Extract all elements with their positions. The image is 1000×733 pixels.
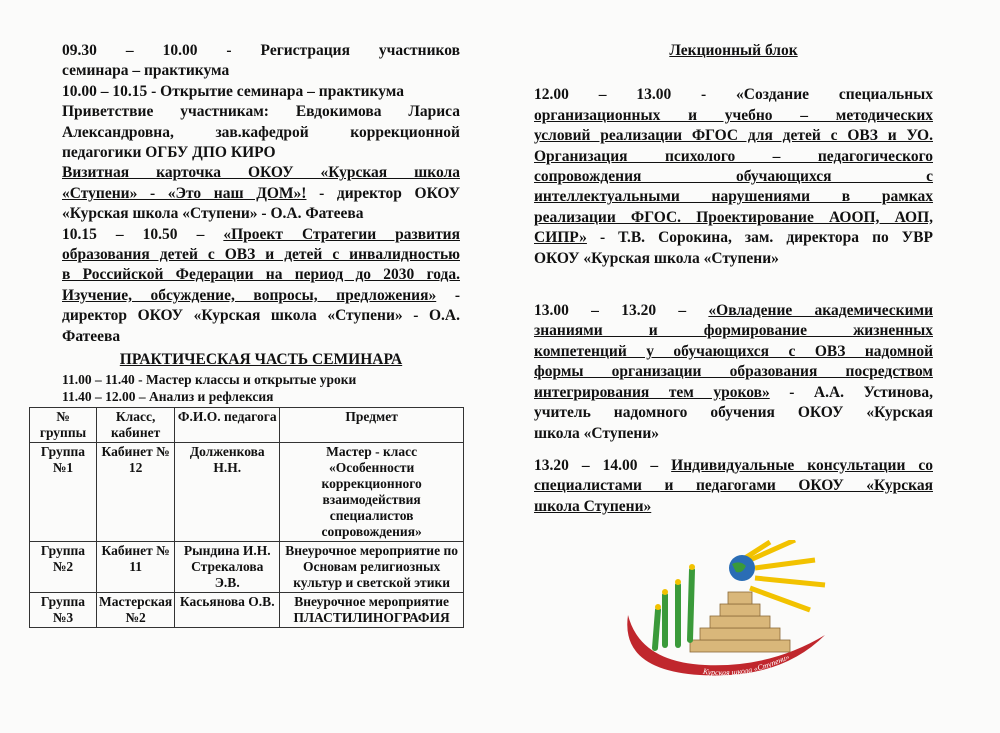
lecture-heading: Лекционный блок: [669, 42, 798, 59]
visit-card-line: [62, 163, 460, 183]
lecture-3-line: специалистами и педагогами ОКОУ «Курская: [534, 477, 933, 495]
visit-card-title: Визитная карточка ОКОУ «Курская школа: [62, 164, 460, 182]
table-cell: Группа №2: [30, 541, 97, 592]
plants-icon: [655, 570, 692, 648]
lecture-1-line: [534, 228, 933, 248]
table-cell: Внеурочное мероприятие по Основам религиозных культур и светской этики: [280, 541, 464, 592]
table-cell: Рындина И.Н. Стрекалова Э.В.: [175, 541, 280, 592]
lecture-1-speaker: - Т.В. Сорокина, зам. директора по УВР: [586, 229, 933, 247]
table-cell: Кабинет № 12: [97, 442, 175, 541]
table-cell: Кабинет № 11: [97, 541, 175, 592]
project-time: 10.15 – 10.50 –: [62, 225, 224, 243]
table-header: № группы: [30, 407, 97, 442]
table-header: Предмет: [280, 407, 464, 442]
table-cell: Долженкова Н.Н.: [175, 442, 280, 541]
lecture-1-line: реализации ФГОС. Проектирование АООП, АОП,: [534, 208, 933, 226]
lecture-2-time: 13.00 – 13.20 –: [534, 302, 709, 320]
opening-time: 10.00 – 10.15 - Открытие семинара – практикума: [62, 82, 405, 100]
table-header-row: [30, 407, 464, 442]
spacer: [534, 444, 933, 456]
lecture-2-title-end: интегрирования тем уроков»: [534, 383, 770, 401]
lecture-2-line: компетенций у обучающихся с ОВЗ надомной: [534, 342, 933, 360]
table-row: [30, 592, 464, 627]
sun-rays: [745, 540, 825, 610]
school-logo: [620, 540, 840, 685]
lecture-1-line: сопровождения обучающихся с: [534, 168, 933, 186]
lecture-2-line: школа «Ступени»: [534, 424, 659, 442]
table-cell: Мастерская №2: [97, 592, 175, 627]
lecture-3-line: школа Ступени»: [534, 497, 652, 515]
right-column: [534, 41, 933, 517]
practical-line: 11.40 – 12.00 – Анализ и рефлексия: [62, 388, 274, 404]
table-cell: Внеурочное мероприятие ПЛАСТИЛИНОГРАФИЯ: [280, 592, 464, 627]
lecture-3-line: [534, 456, 933, 476]
greeting-line: Приветствие участникам: Евдокимова Лариса: [62, 103, 460, 121]
table-header: Ф.И.О. педагога: [175, 407, 280, 442]
project-title: «Проект Стратегии развития: [223, 225, 460, 243]
lecture-2-line: [534, 301, 933, 321]
practical-heading: ПРАКТИЧЕСКАЯ ЧАСТЬ СЕМИНАРА: [119, 351, 403, 369]
logo-text: Курская школа «Ступени»: [702, 652, 791, 678]
lecture-2-line: формы организации образования посредством: [534, 363, 933, 381]
project-line: Фатеева: [62, 327, 121, 345]
spacer: [534, 61, 933, 85]
visit-card-director: - директор ОКОУ: [306, 184, 460, 202]
table-cell: Мастер - класс «Особенности коррекционного взаимодействия специалистов сопровождения»: [280, 442, 464, 541]
greeting-line: Александровна, зав.кафедрой коррекционной: [62, 123, 460, 141]
project-line: в Российской Федерации на период до 2030 года.: [62, 266, 460, 284]
table-header: Класс, кабинет: [97, 407, 175, 442]
project-line: директор ОКОУ «Курская школа «Ступени» - О.А.: [62, 307, 460, 325]
lecture-1-line: 12.00 – 13.00 - «Создание специальных: [534, 86, 933, 104]
table-row: [30, 442, 464, 541]
registration-line: 09.30 – 10.00 - Регистрация участников: [62, 42, 460, 59]
lecture-2-line: знаниями и формирование жизненных: [534, 322, 933, 340]
greeting-line: педагогики ОГБУ ДПО КИРО: [62, 144, 276, 162]
spacer: [534, 269, 933, 301]
table-cell: Группа №1: [30, 442, 97, 541]
left-column: [39, 41, 460, 628]
registration-line-2: семинара – практикума: [62, 62, 230, 80]
visit-card-slogan: «Ступени» - «Это наш ДОМ»!: [62, 184, 307, 202]
steps-icon: [690, 592, 790, 652]
lecture-1-line: ОКОУ «Курская школа «Ступени»: [534, 249, 779, 267]
visit-card-line: [62, 184, 460, 204]
table-cell: Группа №3: [30, 592, 97, 627]
practical-line: 11.00 – 11.40 - Мастер классы и открытые уроки: [62, 371, 357, 387]
project-line: [62, 286, 460, 306]
lecture-2-line: [534, 383, 933, 403]
lecture-1-line: интеллектуальными нарушениями в рамках: [534, 188, 933, 206]
project-dash: -: [436, 286, 460, 304]
lecture-2-title: «Овладение академическими: [708, 302, 933, 320]
project-line: образования детей с ОВЗ и детей с инвалидностью: [62, 246, 460, 264]
project-title-end: Изучение, обсуждение, вопросы, предложения»: [62, 286, 437, 304]
lecture-3-time: 13.20 – 14.00 –: [534, 456, 672, 474]
project-line: [62, 225, 460, 245]
lecture-1-line: организационных и учебно – методических: [534, 106, 933, 124]
lecture-3-title: Индивидуальные консультации со: [671, 456, 933, 474]
table-cell: Касьянова О.В.: [175, 592, 280, 627]
lecture-1-line: Организация психолого – педагогического: [534, 147, 933, 165]
table-row: [30, 541, 464, 592]
lecture-1-sipr: СИПР»: [534, 229, 587, 247]
lecture-1-line: условий реализации ФГОС для детей с ОВЗ и УО.: [534, 127, 933, 145]
groups-table: [29, 407, 464, 628]
lecture-2-line: учитель надомного обучения ОКОУ «Курская: [534, 404, 933, 422]
lecture-2-speaker: - А.А. Устинова,: [769, 383, 933, 401]
visit-card-line: «Курская школа «Ступени» - О.А. Фатеева: [62, 205, 364, 223]
